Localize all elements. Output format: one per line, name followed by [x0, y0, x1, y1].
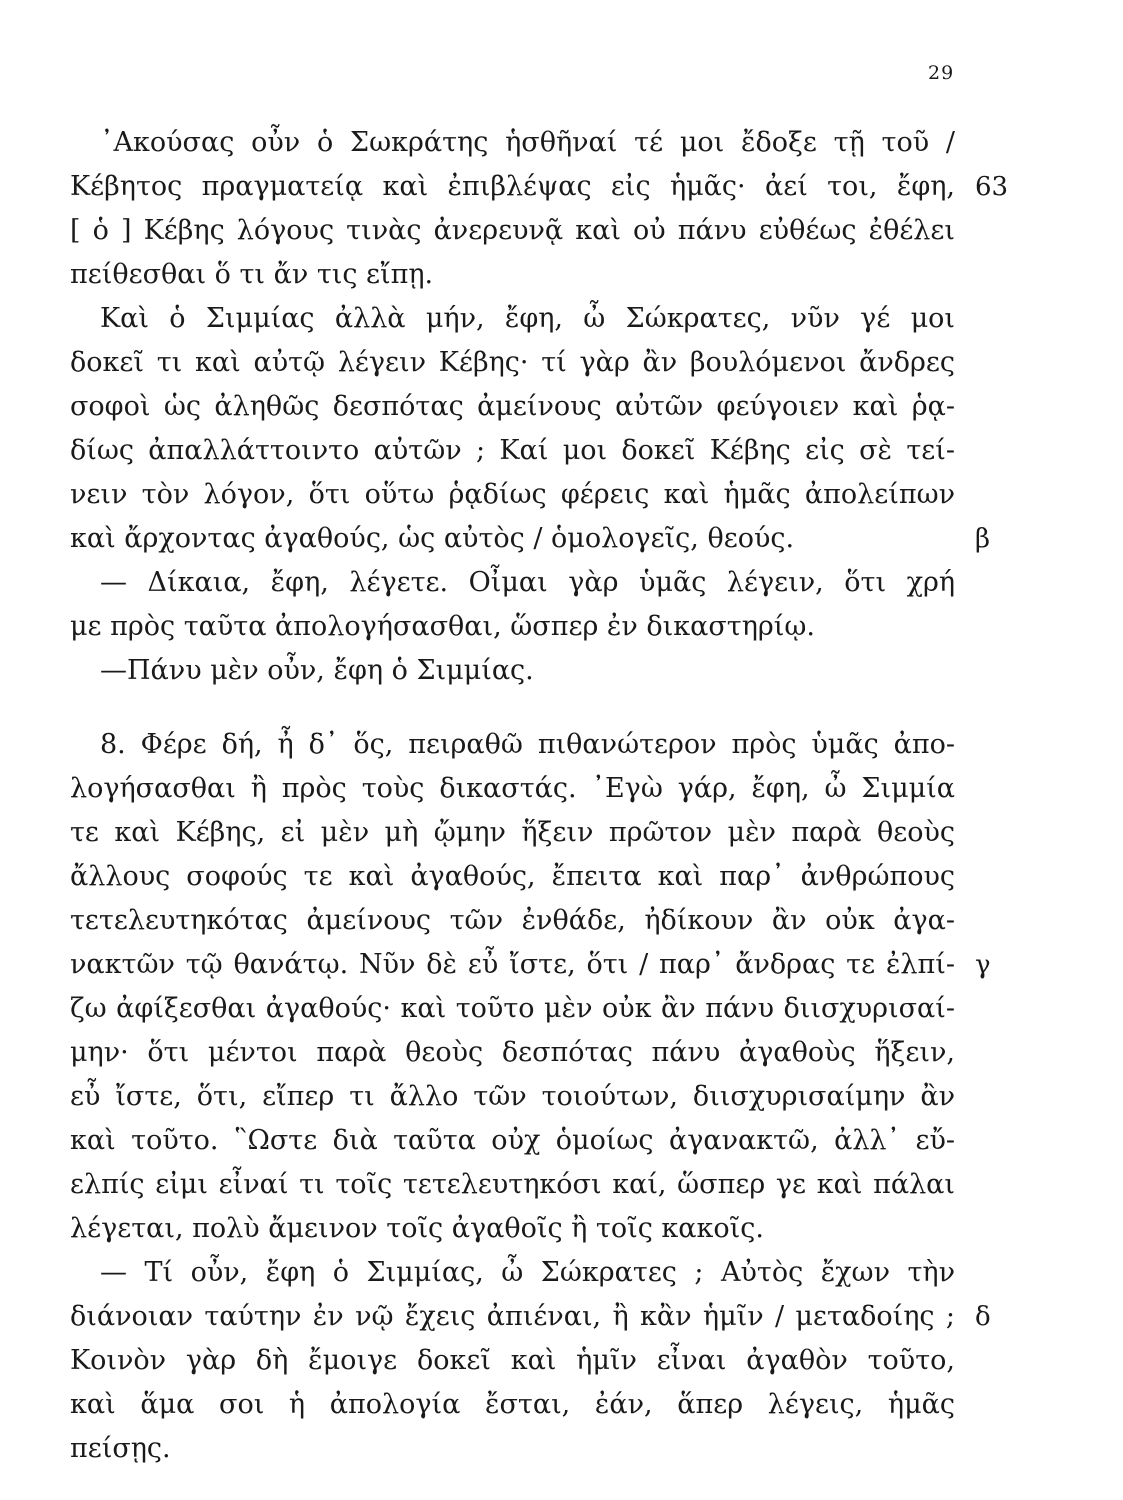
text-line: καὶ ἅμα σοι ἡ ἀπολογία ἔσται, ἐάν, ἅπερ λέγεις, ἡμᾶς — [70, 1389, 955, 1420]
text-line: νακτῶν τῷ θανάτῳ. Νῦν δὲ εὖ ἴστε, ὅτι / παρ᾽ ἄνδρας τε ἐλπί- — [70, 949, 955, 980]
text-line: Καὶ ὁ Σιμμίας ἀλλὰ μήν, ἔφη, ὦ Σώκρατες, νῦν γέ μοι — [100, 303, 955, 334]
margin-reference-delta: δ — [975, 1302, 991, 1332]
text-line: μην· ὅτι μέντοι παρὰ θεοὺς δεσπότας πάνυ ἀγαθοὺς ἥξειν, — [70, 1037, 955, 1068]
text-line: πείθεσθαι ὅ τι ἄν τις εἴπῃ. — [70, 259, 434, 290]
text-line: καὶ τοῦτο. ῝Ωστε διὰ ταῦτα οὐχ ὁμοίως ἀγανακτῶ, ἀλλ᾽ εὔ- — [70, 1125, 955, 1156]
margin-reference-beta: β — [975, 524, 991, 554]
text-line: δοκεῖ τι καὶ αὐτῷ λέγειν Κέβης· τί γὰρ ἂν βουλόμενοι ἄνδρες — [70, 347, 955, 378]
text-line: καὶ ἄρχοντας ἀγαθούς, ὡς αὐτὸς / ὁμολογεῖς, θεούς. — [70, 523, 795, 554]
text-line: λέγεται, πολὺ ἄμεινον τοῖς ἀγαθοῖς ἢ τοῖς κακοῖς. — [70, 1213, 764, 1244]
text-line: με πρὸς ταῦτα ἀπολογήσασθαι, ὥσπερ ἐν δικαστηρίῳ. — [70, 611, 815, 642]
text-line: Κοινὸν γὰρ δὴ ἔμοιγε δοκεῖ καὶ ἡμῖν εἶναι ἀγαθὸν τοῦτο, — [70, 1345, 955, 1376]
text-line: —Πάνυ μὲν οὖν, ἔφη ὁ Σιμμίας. — [100, 655, 534, 686]
margin-reference-gamma: γ — [975, 950, 991, 980]
text-line: ἄλλους σοφούς τε καὶ ἀγαθούς, ἔπειτα καὶ παρ᾽ ἀνθρώπους — [70, 861, 955, 892]
page-number: 29 — [928, 62, 955, 84]
margin-reference-63: 63 — [975, 172, 1009, 202]
text-line: τε καὶ Κέβης, εἰ μὲν μὴ ᾤμην ἥξειν πρῶτον μὲν παρὰ θεοὺς — [70, 817, 955, 848]
section-8-first-line: 8. Φέρε δή, ἦ δ᾽ ὅς, πειραθῶ πιθανώτερον πρὸς ὑμᾶς ἀπο- — [100, 729, 955, 760]
text-line: Κέβητος πραγματείᾳ καὶ ἐπιβλέψας εἰς ἡμᾶς· ἀεί τοι, ἔφη, — [70, 171, 955, 202]
text-line: λογήσασθαι ἢ πρὸς τοὺς δικαστάς. ᾽Εγὼ γάρ, ἔφη, ὦ Σιμμία — [70, 773, 955, 804]
text-line: ᾽Ακούσας οὖν ὁ Σωκράτης ἡσθῆναί τέ μοι ἔδοξε τῇ τοῦ / — [100, 127, 955, 158]
text-line: σοφοὶ ὡς ἀληθῶς δεσπότας ἀμείνους αὐτῶν φεύγοιεν καὶ ῥᾳ- — [70, 391, 955, 422]
text-line: ελπίς εἰμι εἶναί τι τοῖς τετελευτηκόσι καί, ὥσπερ γε καὶ πάλαι — [70, 1169, 955, 1200]
text-line: [ ὁ ] Κέβης λόγους τινὰς ἀνερευνᾷ καὶ οὐ πάνυ εὐθέως ἐθέλει — [70, 215, 955, 246]
text-line: νειν τὸν λόγον, ὅτι οὕτω ῥᾳδίως φέρεις καὶ ἡμᾶς ἀπολείπων — [70, 479, 955, 510]
text-line: δίως ἀπαλλάττοιντο αὐτῶν ; Καί μοι δοκεῖ Κέβης εἰς σὲ τεί- — [70, 435, 955, 466]
text-line: διάνοιαν ταύτην ἐν νῷ ἔχεις ἀπιέναι, ἢ κἂν ἡμῖν / μεταδοίης ; — [70, 1301, 955, 1332]
text-line: εὖ ἴστε, ὅτι, εἴπερ τι ἄλλο τῶν τοιούτων, διισχυρισαίμην ἂν — [70, 1081, 955, 1112]
text-line: τετελευτηκότας ἀμείνους τῶν ἐνθάδε, ἠδίκουν ἂν οὐκ ἀγα- — [70, 905, 955, 936]
text-line: ζω ἀφίξεσθαι ἀγαθούς· καὶ τοῦτο μὲν οὐκ ἂν πάνυ διισχυρισαί- — [70, 993, 955, 1024]
text-line: — Δίκαια, ἔφη, λέγετε. Οἶμαι γὰρ ὑμᾶς λέγειν, ὅτι χρή — [100, 567, 955, 598]
text-line: — Τί οὖν, ἔφη ὁ Σιμμίας, ὦ Σώκρατες ; Αὐτὸς ἔχων τὴν — [100, 1257, 955, 1288]
text-line: πείσῃς. — [70, 1433, 171, 1464]
